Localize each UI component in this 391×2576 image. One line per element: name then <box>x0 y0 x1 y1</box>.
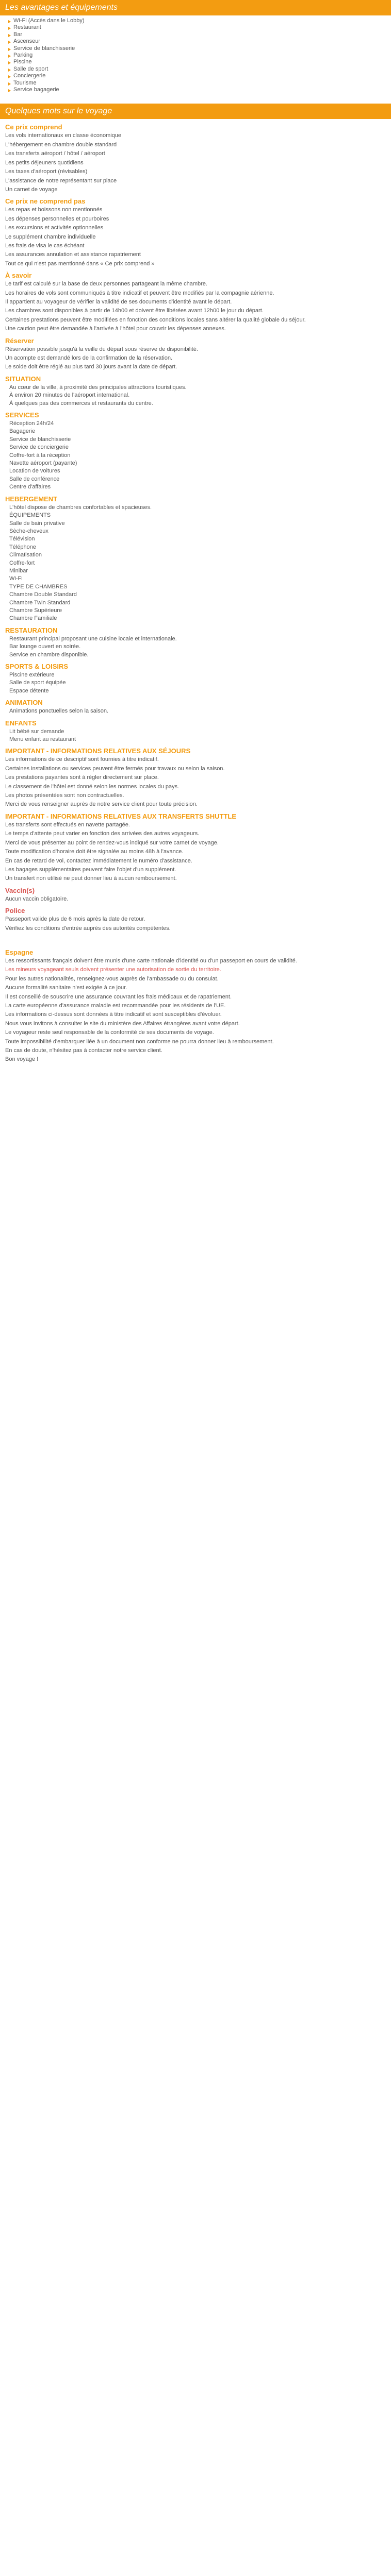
important-paragraph: En cas de retard de vol, contactez immédiatement le numéro d'assistance. <box>5 857 192 864</box>
section-title: Ce prix ne comprend pas <box>5 197 86 206</box>
info-sections <box>0 375 391 743</box>
section-paragraph: Les horaires de vols sont communiqués à titre indicatif et peuvent être modifiés par la compagnie aérienne. <box>5 290 274 296</box>
info-item: Navette aéroport (payante) <box>9 460 77 467</box>
bottom-paragraph: Le voyageur reste seul responsable de la conformité de ses documents de voyage. <box>5 1029 214 1036</box>
section-paragraph: Les petits déjeuners quotidiens <box>5 159 84 166</box>
info-item: Minibar <box>9 567 28 574</box>
important-2-title: IMPORTANT - INFORMATIONS RELATIVES AUX TRANSFERTS SHUTTLE <box>5 812 237 820</box>
amenity-item: Parking <box>8 52 386 59</box>
important-1-body <box>5 756 386 808</box>
info-item: Sèche-cheveux <box>9 528 48 534</box>
bottom-paragraph: Aucune formalité sanitaire n'est exigée à ce jour. <box>5 985 127 991</box>
section-paragraph: Certaines prestations peuvent être modifiées en fonction des conditions locales sans altérer la qualité globale du séjour. <box>5 316 306 323</box>
info-item: Coffre-fort <box>9 560 35 566</box>
amenity-item: Restaurant <box>8 24 386 31</box>
bottom-paragraph: Bon voyage ! <box>5 1056 39 1063</box>
amenity-item: Service bagagerie <box>8 87 386 93</box>
info-item: Chambre Twin Standard <box>9 599 71 606</box>
info-item: Salle de conférence <box>9 476 60 482</box>
important-paragraph: Le classement de l'hôtel est donné selon les normes locales du pays. <box>5 783 180 790</box>
info-item: Animations ponctuelles selon la saison. <box>9 708 109 715</box>
info-title: SPORTS & LOISIRS <box>5 663 69 670</box>
section-paragraph: Le supplément chambre individuelle <box>5 233 96 240</box>
info-item: Service en chambre disponible. <box>9 651 89 658</box>
vaccines-title: Vaccin(s) <box>5 886 35 894</box>
section-paragraph: L'hébergement en chambre double standard <box>5 141 117 148</box>
info-item: Réception 24h/24 <box>9 420 54 427</box>
amenity-item: Conciergerie <box>8 73 386 79</box>
info-item: Menu enfant au restaurant <box>9 736 76 743</box>
info-list <box>5 636 386 658</box>
info-item: Service de conciergerie <box>9 444 69 451</box>
important-2-body <box>5 822 386 883</box>
important-paragraph: Les prestations payantes sont à régler directement sur place. <box>5 774 159 781</box>
important-paragraph: Certaines installations ou services peuvent être fermés pour travaux ou selon la saison. <box>5 765 225 772</box>
info-list <box>5 708 386 715</box>
section-paragraph: Les dépenses personnelles et pourboires <box>5 215 109 222</box>
info-item: Restaurant principal proposant une cuisine locale et internationale. <box>9 635 177 642</box>
amenities-header: Les avantages et équipements <box>0 0 391 15</box>
amenity-item: Tourisme <box>8 80 386 87</box>
bottom-paragraph: Les mineurs voyageant seuls doivent présenter une autorisation de sortie du territoire. <box>5 967 221 973</box>
section-paragraph: Les excursions et activités optionnelles <box>5 225 104 231</box>
info-item: Téléphone <box>9 544 36 550</box>
info-item: Chambre Familiale <box>9 615 57 622</box>
section-paragraph: Les chambres sont disponibles à partir de 14h00 et doivent être libérées avant 12h00 le jour du départ. <box>5 308 264 314</box>
important-1-title: IMPORTANT - INFORMATIONS RELATIVES AUX SÉJOURS <box>5 747 191 755</box>
info-title: SERVICES <box>5 411 39 419</box>
amenity-item: Salle de sport <box>8 66 386 73</box>
section-paragraph: Le solde doit être réglé au plus tard 30 jours avant la date de départ. <box>5 364 177 370</box>
bottom-paragraph: Les ressortissants français doivent être munis d'une carte nationale d'identité ou d'un passeport en cours de validité. <box>5 957 297 964</box>
police-body <box>5 916 386 932</box>
info-item: Espace détente <box>9 687 49 694</box>
info-list <box>5 672 386 694</box>
info-item: Location de voitures <box>9 468 60 474</box>
info-item: Piscine extérieure <box>9 672 55 678</box>
bottom-heading: Espagne <box>5 948 34 956</box>
police-item: Passeport valide plus de 6 mois après la date de retour. <box>5 916 145 923</box>
info-item: Bagagerie <box>9 428 36 435</box>
section-paragraph: Le tarif est calculé sur la base de deux personnes partageant la même chambre. <box>5 281 207 287</box>
bottom-paragraph: Pour les autres nationalités, renseignez-vous auprès de l'ambassade ou du consulat. <box>5 975 219 982</box>
section-paragraph: Un acompte est demandé lors de la confirmation de la réservation. <box>5 355 173 361</box>
section-paragraph: Réservation possible jusqu'à la veille du départ sous réserve de disponibilité. <box>5 346 198 352</box>
amenities-list <box>5 15 386 93</box>
info-list <box>5 384 386 407</box>
info-title: RESTAURATION <box>5 626 58 634</box>
info-item: Climatisation <box>9 552 42 558</box>
section-paragraph: Les vols internationaux en classe économique <box>5 132 122 139</box>
voyage-header: Quelques mots sur le voyage <box>0 104 391 119</box>
info-item: Coffre-fort à la réception <box>9 452 71 459</box>
important-paragraph: Les transferts sont effectués en navette partagée. <box>5 821 130 828</box>
important-paragraph: Merci de vous renseigner auprès de notre service client pour toute précision. <box>5 801 198 808</box>
section-paragraph: Un carnet de voyage <box>5 186 58 193</box>
bottom-paragraph: Il est conseillé de souscrire une assurance couvrant les frais médicaux et de rapatriement. <box>5 993 232 1000</box>
bottom-paragraph: En cas de doute, n'hésitez pas à contacter notre service client. <box>5 1047 162 1054</box>
info-item: Lit bébé sur demande <box>9 728 64 735</box>
section-paragraph: Les taxes d'aéroport (révisables) <box>5 168 88 175</box>
bottom-body <box>5 958 386 1063</box>
info-list <box>5 728 386 743</box>
info-title: HEBERGEMENT <box>5 495 58 503</box>
amenity-item: Wi-Fi (Accès dans le Lobby) <box>8 18 386 24</box>
info-list <box>5 504 386 622</box>
info-item: Salle de sport équipée <box>9 680 66 686</box>
info-item: Au cœur de la ville, à proximité des principales attractions touristiques. <box>9 384 187 391</box>
important-paragraph: Le temps d'attente peut varier en fonction des arrivées des autres voyageurs. <box>5 831 200 837</box>
info-title: ANIMATION <box>5 699 43 707</box>
info-item: Télévision <box>9 536 35 543</box>
important-paragraph: Un transfert non utilisé ne peut donner lieu à aucun remboursement. <box>5 875 177 882</box>
bottom-paragraph: Toute impossibilité d'embarquer liée à un document non conforme ne pourra donner lieu à remboursement. <box>5 1038 274 1045</box>
voyage-content <box>0 123 391 370</box>
section-paragraph: Les assurances annulation et assistance rapatriement <box>5 251 141 258</box>
bottom-paragraph: Nous vous invitons à consulter le site du ministère des Affaires étrangères avant votre départ. <box>5 1020 240 1027</box>
section-paragraph: L'assistance de notre représentant sur place <box>5 177 117 184</box>
important-paragraph: Merci de vous présenter au point de rendez-vous indiqué sur votre carnet de voyage. <box>5 839 219 846</box>
info-item: Service de blanchisserie <box>9 436 71 443</box>
section-paragraph: Une caution peut être demandée à l'arrivée à l'hôtel pour couvrir les dépenses annexes. <box>5 326 226 332</box>
section-paragraph: Les repas et boissons non mentionnés <box>5 207 103 213</box>
info-item: Bar lounge ouvert en soirée. <box>9 643 81 650</box>
info-title: SITUATION <box>5 375 41 383</box>
section-title: Réserver <box>5 336 34 345</box>
info-title: ENFANTS <box>5 719 37 727</box>
amenity-item: Service de blanchisserie <box>8 45 386 52</box>
important-paragraph: Les informations de ce descriptif sont fournies à titre indicatif. <box>5 756 159 763</box>
police-item: Vérifiez les conditions d'entrée auprès des autorités compétentes. <box>5 925 171 931</box>
amenity-item: Bar <box>8 31 386 38</box>
info-item: À quelques pas des commerces et restaurants du centre. <box>9 400 153 406</box>
info-item: Centre d'affaires <box>9 484 51 490</box>
important-paragraph: Toute modification d'horaire doit être signalée au moins 48h à l'avance. <box>5 849 184 855</box>
important-paragraph: Les bagages supplémentaires peuvent faire l'objet d'un supplément. <box>5 866 176 873</box>
section-title: Ce prix comprend <box>5 123 62 131</box>
section-paragraph: Il appartient au voyageur de vérifier la validité de ses documents d'identité avant le départ. <box>5 298 232 305</box>
info-item: TYPE DE CHAMBRES <box>9 583 68 590</box>
info-item: L'hôtel dispose de chambres confortables et spacieuses. <box>9 504 152 511</box>
info-item: Wi-Fi <box>9 575 23 582</box>
vaccines-text: Aucun vaccin obligatoire. <box>5 895 69 902</box>
info-item: À environ 20 minutes de l'aéroport international. <box>9 392 130 399</box>
bottom-paragraph: La carte européenne d'assurance maladie est recommandée pour les résidents de l'UE. <box>5 1002 226 1009</box>
info-list <box>5 420 386 491</box>
info-item: Chambre Double Standard <box>9 591 77 598</box>
important-paragraph: Les photos présentées sont non contractuelles. <box>5 792 124 799</box>
police-title: Police <box>5 907 25 915</box>
section-title: À savoir <box>5 272 32 280</box>
info-item: ÉQUIPEMENTS <box>9 512 51 519</box>
section-paragraph: Les frais de visa le cas échéant <box>5 242 85 249</box>
section-paragraph: Tout ce qui n'est pas mentionné dans « Ce prix comprend » <box>5 260 155 267</box>
bottom-paragraph: Les informations ci-dessus sont données à titre indicatif et sont susceptibles d'évoluer. <box>5 1011 222 1018</box>
info-item: Chambre Supérieure <box>9 607 62 614</box>
info-item: Salle de bain privative <box>9 520 65 527</box>
section-paragraph: Les transferts aéroport / hôtel / aéroport <box>5 150 105 157</box>
amenity-item: Piscine <box>8 59 386 65</box>
amenity-item: Ascenseur <box>8 38 386 45</box>
